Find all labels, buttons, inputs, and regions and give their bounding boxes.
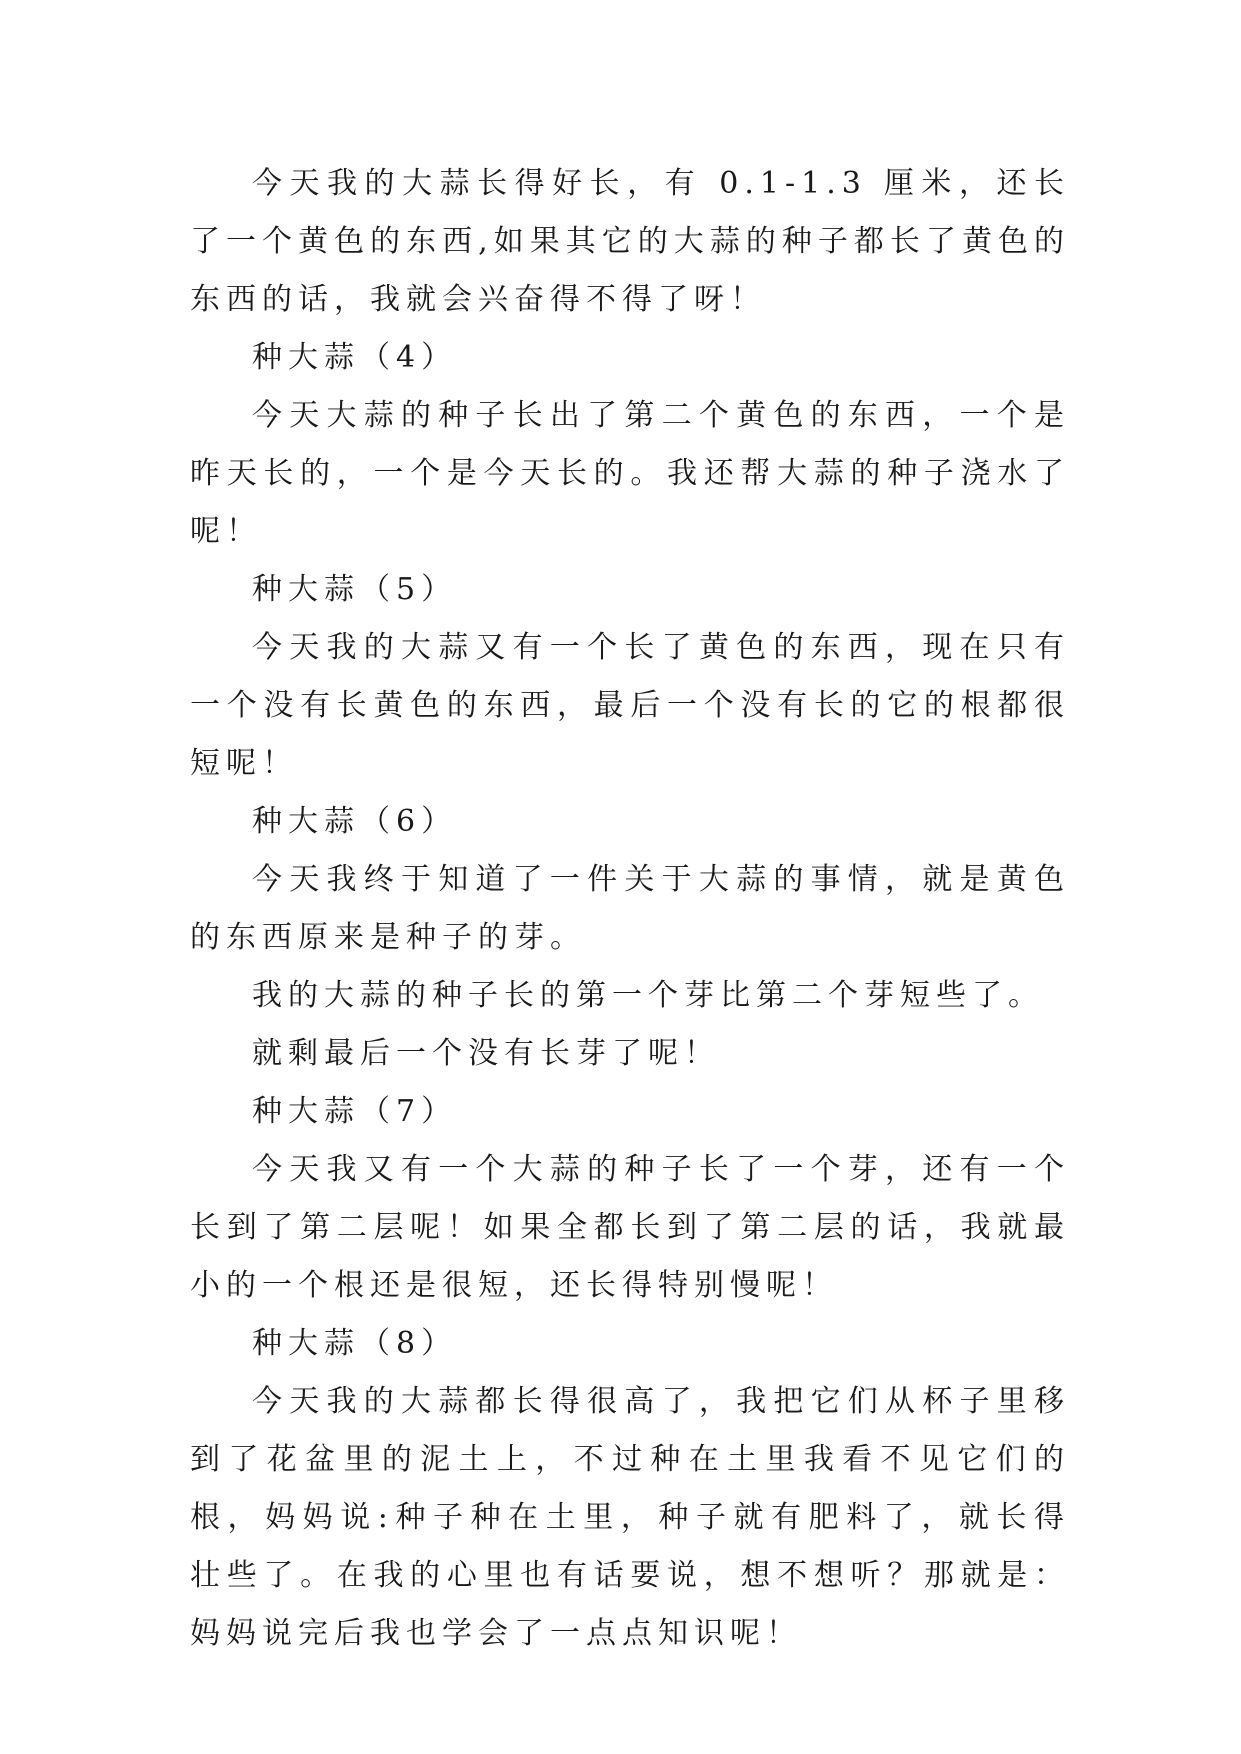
paragraph-1: 今天我的大蒜长得好长，有 0.1-1.3 厘米，还长了一个黄色的东西,如果其它的大蒜的种子都长了黄色的东西的话，我就会兴奋得不得了呀！	[190, 166, 1070, 317]
section-heading-8: 种大蒜（8）	[252, 1326, 458, 1361]
document-body	[190, 155, 1070, 1663]
paragraph-2: 今天大蒜的种子长出了第二个黄色的东西，一个是昨天长的，一个是今天长的。我还帮大蒜的种子浇水了呢！	[190, 398, 1070, 549]
paragraph-7: 今天我又有一个大蒜的种子长了一个芽，还有一个长到了第二层呢！如果全都长到了第二层的话，我就最小的一个根还是很短，还长得特别慢呢！	[190, 1152, 1070, 1303]
paragraph-5: 我的大蒜的种子长的第一个芽比第二个芽短些了。	[252, 978, 1044, 1013]
section-heading-6: 种大蒜（6）	[252, 804, 458, 839]
paragraph-6: 就剩最后一个没有长芽了呢！	[252, 1036, 720, 1071]
paragraph-4: 今天我终于知道了一件关于大蒜的事情，就是黄色的东西原来是种子的芽。	[190, 862, 1070, 955]
section-heading-4: 种大蒜（4）	[252, 340, 458, 375]
paragraph-8: 今天我的大蒜都长得很高了，我把它们从杯子里移到了花盆里的泥土上，不过种在土里我看不见它们的根，妈妈说:种子种在土里，种子就有肥料了，就长得壮些了。在我的心里也有话要说，想不想听？那就是：妈妈说完后我也学会了一点点知识呢！	[190, 1384, 1070, 1651]
section-heading-5: 种大蒜（5）	[252, 572, 458, 607]
paragraph-3: 今天我的大蒜又有一个长了黄色的东西，现在只有一个没有长黄色的东西，最后一个没有长的它的根都很短呢！	[190, 630, 1070, 781]
section-heading-7: 种大蒜（7）	[252, 1094, 458, 1129]
